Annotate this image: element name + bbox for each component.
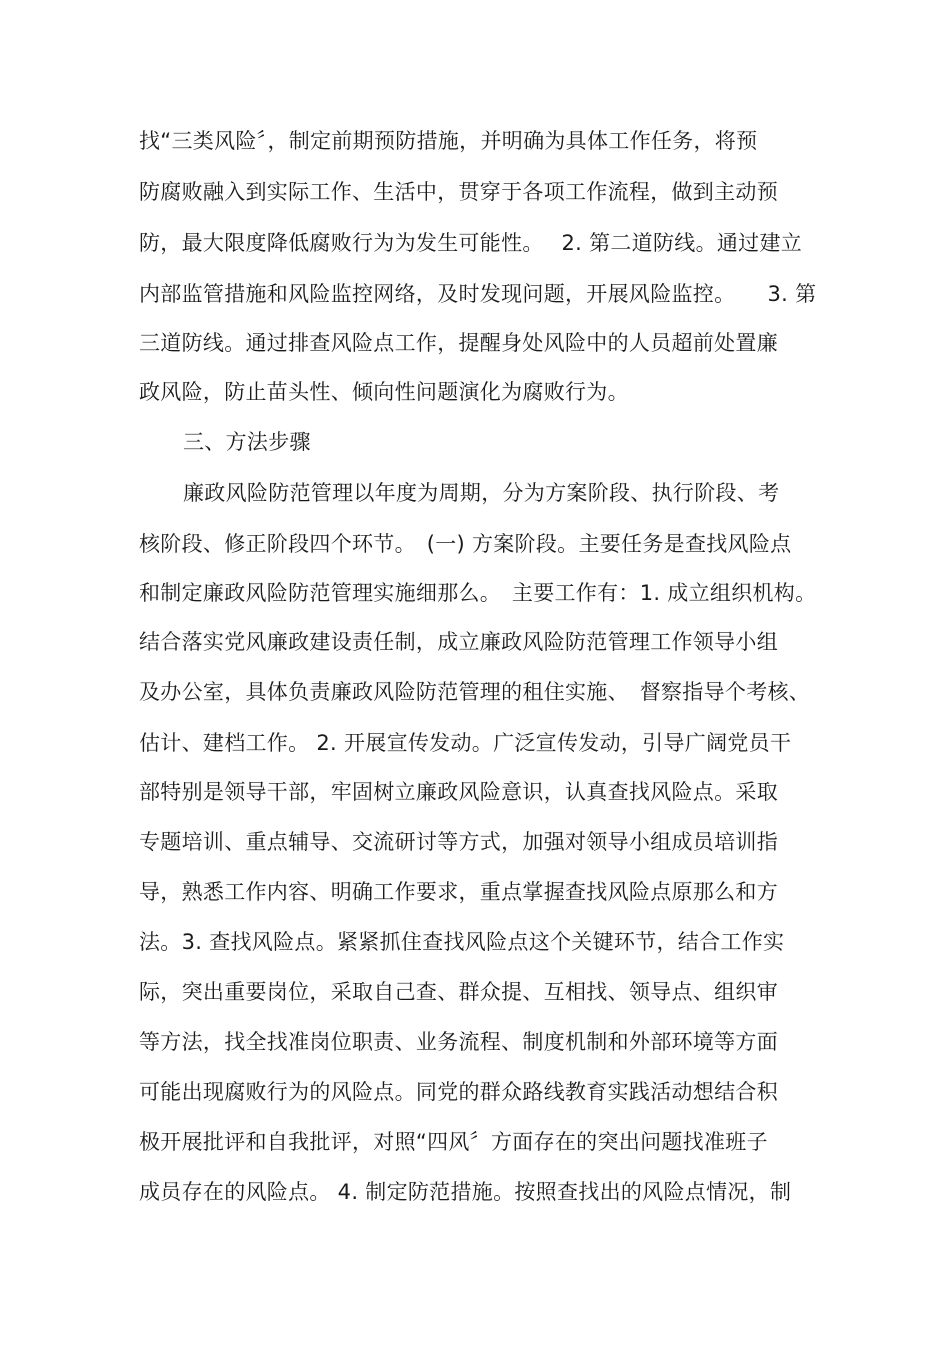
text-line-9: 核阶段、修正阶段四个环节。 (一) 方案阶段。主要任务是查找风险点 (139, 532, 792, 556)
text-line-18: 际，突出重要岗位，采取自己查、群众提、互相找、领导点、组织审 (139, 980, 778, 1004)
text-line-5: 三道防线。通过排查风险点工作，提醒身处风险中的人员超前处置廉 (139, 331, 778, 355)
text-line-16: 导，熟悉工作内容、明确工作要求，重点掌握查找风险点原那么和方 (139, 880, 778, 904)
text-line-12: 及办公室，具体负责廉政风险防范管理的租住实施、 督察指导个考核、 (139, 680, 811, 704)
text-line-3: 防，最大限度降低腐败行为为发生可能性。 2. 第二道防线。通过建立 (139, 231, 803, 255)
text-line-22: 成员存在的风险点。 4. 制定防范措施。按照查找出的风险点情况，制 (139, 1180, 792, 1204)
text-line-17: 法。3. 查找风险点。紧紧抓住查找风险点这个关键环节，结合工作实 (139, 930, 785, 954)
text-line-21: 极开展批评和自我批评，对照“四风〞方面存在的突出问题找准班子 (139, 1130, 768, 1154)
text-line-10: 和制定廉政风险防范管理实施细那么。 主要工作有：1. 成立组织机构。 (139, 581, 817, 605)
text-line-14: 部特别是领导干部，牢固树立廉政风险意识，认真查找风险点。采取 (139, 780, 778, 804)
text-line-20: 可能出现腐败行为的风险点。同党的群众路线教育实践活动想结合积 (139, 1080, 778, 1104)
text-line-8: 廉政风险防范管理以年度为周期，分为方案阶段、执行阶段、考 (183, 481, 780, 505)
text-line-13: 估计、建档工作。 2. 开展宣传发动。广泛宣传发动，引导广阔党员干 (139, 731, 792, 755)
section-heading: 三、方法步骤 (183, 430, 311, 454)
text-line-19: 等方法，找全找准岗位职责、业务流程、制度机制和外部环境等方面 (139, 1030, 778, 1054)
text-line-6: 政风险，防止苗头性、倾向性问题演化为腐败行为。 (139, 380, 629, 404)
text-line-11: 结合落实党风廉政建设责任制，成立廉政风险防范管理工作领导小组 (139, 630, 778, 654)
text-line-2: 防腐败融入到实际工作、生活中，贯穿于各项工作流程，做到主动预 (139, 180, 778, 204)
text-line-4: 内部监管措施和风险监控网络，及时发现问题，开展风险监控。 3. 第 (139, 282, 817, 306)
text-line-15: 专题培训、重点辅导、交流研讨等方式，加强对领导小组成员培训指 (139, 830, 778, 854)
text-line-1: 找“三类风险〞，制定前期预防措施，并明确为具体工作任务，将预 (139, 129, 758, 153)
